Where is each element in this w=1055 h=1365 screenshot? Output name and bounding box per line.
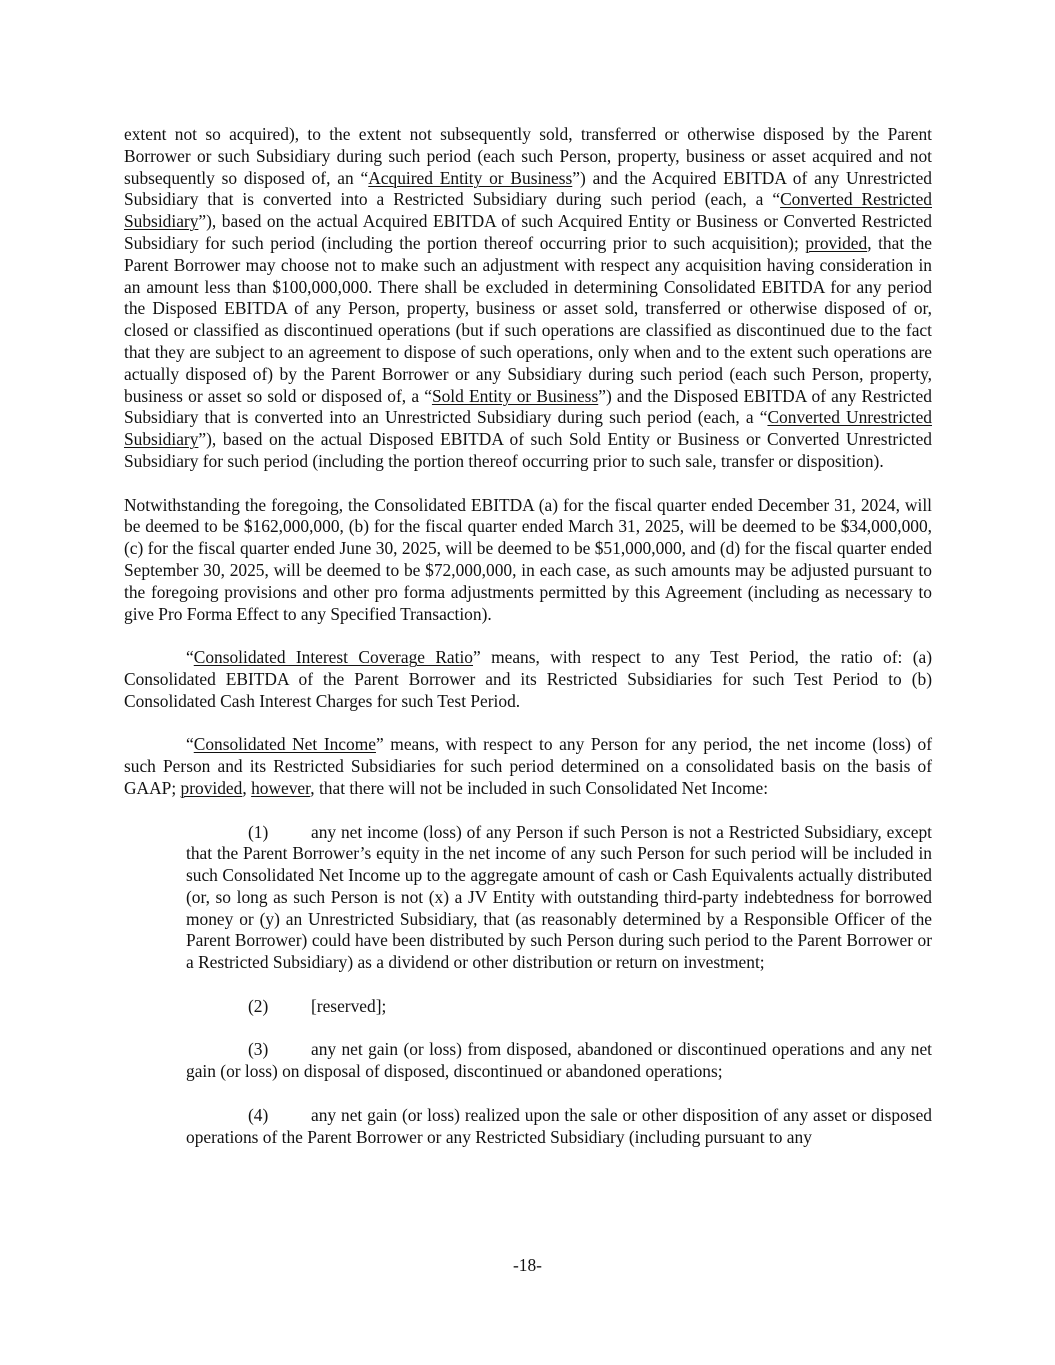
list-item-number: (2) xyxy=(248,995,269,1016)
defined-term: Consolidated Interest Coverage Ratio xyxy=(193,647,474,668)
term-however: however xyxy=(251,777,311,798)
list-item-text: any net gain (or loss) realized upon the sale or other disposition of any asset or disposed operations of the Parent Borrower or any Restricted Subsidiary (including pursuant to any xyxy=(186,1104,932,1147)
list-item-text: any net gain (or loss) from disposed, abandoned or discontinued operations and any net gain (or loss) on disposal of disposed, discontinued or abandoned operations; xyxy=(186,1039,932,1082)
definition-consolidated-interest-coverage-ratio: “Consolidated Interest Coverage Ratio” means, with respect to any Test Period, the ratio of: (a) Consolidated EBITDA of the Parent Borrower and its Restricted Subsidiaries for such Test Period to (b) Consolidated Cash Interest Charges for such Test Period. xyxy=(124,647,933,711)
list-item-number: (3) xyxy=(248,1039,269,1060)
term-converted-restricted-subsidiary: Converted Restricted Subsidiary xyxy=(124,189,932,232)
term-converted-unrestricted-subsidiary: Converted Unrestricted Subsidiary xyxy=(124,407,932,450)
list-item-text: any net income (loss) of any Person if such Person is not a Restricted Subsidiary, except that the Parent Borrower’s equity in the net income of any such Person for such period will be included in such Consolidated Net Income up to the aggregate amount of cash or Cash Equivalents actually distributed (or, so long as such Person is not (x) a JV Entity with outstanding third-party indebtedness for borrowed money or (y) an Unrestricted Subsidiary, that (as reasonably determined by a Responsible Officer of the Parent Borrower) could have been distributed by such Person during such period to the Parent Borrower or a Restricted Subsidiary) as a dividend or other distribution or return on investment; xyxy=(186,821,932,973)
document-page xyxy=(124,124,932,1148)
page-number: -18- xyxy=(513,1255,542,1275)
defined-term: Consolidated Net Income xyxy=(193,734,376,755)
list-item xyxy=(186,822,932,975)
term-provided: provided xyxy=(180,777,243,798)
list-item-text: [reserved]; xyxy=(311,995,387,1016)
definition-consolidated-net-income: “Consolidated Net Income” means, with respect to any Person for any period, the net income (loss) of such Person and its Restricted Subsidiaries for such period determined on a consolidated basis on the basis of GAAP; provided, however, that there will not be included in such Consolidated Net Income: xyxy=(124,734,932,798)
list-item xyxy=(186,1039,932,1083)
term-acquired-entity-or-business: Acquired Entity or Business xyxy=(368,167,573,188)
term-provided: provided xyxy=(805,232,868,253)
term-sold-entity-or-business: Sold Entity or Business xyxy=(431,385,599,406)
list-item-number: (1) xyxy=(248,821,269,842)
paragraph-notwithstanding: Notwithstanding the foregoing, the Consolidated EBITDA (a) for the fiscal quarter ended December 31, 2024, will be deemed to be $162,000,000, (b) for the fiscal quarter ended March 31, 2025, will be deemed to be $34,000,000, (c) for the fiscal quarter ended June 30, 2025, will be deemed to be $51,000,000, and (d) for the fiscal quarter ended September 30, 2025, will be deemed to be $72,000,000, in each case, as such amounts may be adjusted pursuant to the foregoing provisions and other pro forma adjustments permitted by this Agreement (including as necessary to give Pro Forma Effect to any Specified Transaction). xyxy=(124,494,932,624)
list-item xyxy=(186,996,932,1018)
list-item-number: (4) xyxy=(248,1104,269,1125)
list-item xyxy=(186,1105,932,1149)
paragraph-acquired-disposed-ebitda: extent not so acquired), to the extent not subsequently sold, transferred or otherwise disposed by the Parent Borrower or such Subsidiary during such period (each such Person, property, business or asset acquired and not subsequently so disposed of, an “Acquired Entity or Business”) and the Acquired EBITDA of any Unrestricted Subsidiary that is converted into a Restricted Subsidiary during such period (each, a “Converted Restricted Subsidiary”), based on the actual Acquired EBITDA of such Acquired Entity or Business or Converted Restricted Subsidiary for such period (including the portion thereof occurring prior to such acquisition); provided, that the Parent Borrower may choose not to make such an adjustment with respect any acquisition having consideration in an amount less than $100,000,000. There shall be excluded in determining Consolidated EBITDA for any period the Disposed EBITDA of any Person, property, business or asset sold, transferred or otherwise disposed of or, closed or classified as discontinued operations (but if such operations are classified as discontinued due to the fact that they are subject to an agreement to dispose of such operations, only when and to the extent such operations are actually disposed of) by the Parent Borrower or any Subsidiary during such period (each such Person, property, business or asset so sold or disposed of, a “Sold Entity or Business”) and the Disposed EBITDA of any Restricted Subsidiary that is converted into an Unrestricted Subsidiary during such period (each, a “Converted Unrestricted Subsidiary”), based on the actual Disposed EBITDA of such Sold Entity or Business or Converted Unrestricted Subsidiary for such period (including the portion thereof occurring prior to such sale, transfer or disposition). xyxy=(124,124,932,471)
